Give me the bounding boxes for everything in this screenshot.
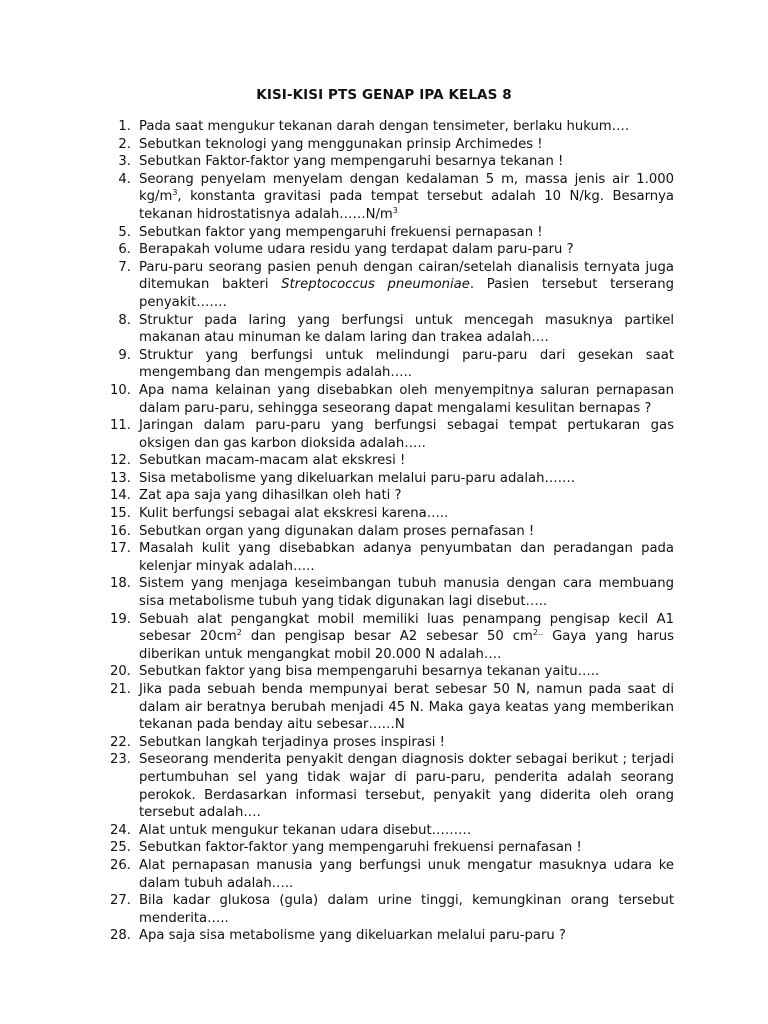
question-text: Sebutkan langkah terjadinya proses inspirasi ! xyxy=(139,734,445,750)
question-number: 19. xyxy=(110,611,131,627)
question-item xyxy=(106,751,674,821)
question-number: 22. xyxy=(110,734,131,750)
question-number: 12. xyxy=(110,453,131,469)
question-item xyxy=(106,259,674,312)
question-number: 6. xyxy=(118,242,131,258)
question-item xyxy=(106,892,674,927)
question-text: Berapakah volume udara residu yang terdapat dalam paru-paru ? xyxy=(139,242,574,258)
question-text: Struktur pada laring yang berfungsi untuk mencegah masuknya partikel makanan atau minuman ke dalam laring dan trakea adalah…. xyxy=(139,312,674,346)
document-title: KISI-KISI PTS GENAP IPA KELAS 8 xyxy=(256,87,512,103)
question-item xyxy=(106,417,674,452)
italic-term: Streptococcus pneumoniae xyxy=(281,277,470,293)
question-item xyxy=(106,681,674,734)
question-item xyxy=(106,487,674,505)
question-text: Sebutkan organ yang digunakan dalam proses pernafasan ! xyxy=(139,523,535,539)
superscript: 2.. xyxy=(532,628,544,638)
question-item xyxy=(106,523,674,541)
question-number: 24. xyxy=(110,822,131,838)
question-text: Zat apa saja yang dihasilkan oleh hati ? xyxy=(139,488,402,504)
question-item xyxy=(106,224,674,242)
question-number: 16. xyxy=(110,523,131,539)
question-text: Sebutkan Faktor-faktor yang mempengaruhi besarnya tekanan ! xyxy=(139,154,564,170)
question-number: 21. xyxy=(110,682,131,697)
question-text: Jaringan dalam paru-paru yang berfungsi sebagai tempat pertukaran gas oksigen dan gas karbon dioksida adalah….. xyxy=(139,418,674,451)
question-item xyxy=(106,470,674,488)
question-text: Apa nama kelainan yang disebabkan oleh menyempitnya saluran pernapasan dalam paru-paru, sehingga seseorang dapat mengalami kesulitan bernapas ? xyxy=(139,382,674,416)
question-text: Alat pernapasan manusia yang berfungsi unuk mengatur masuknya udara ke dalam tubuh adalah….. xyxy=(139,857,674,891)
question-text: Sebutkan teknologi yang menggunakan prinsip Archimedes ! xyxy=(139,136,543,152)
question-text: Sebutkan faktor yang bisa mempengaruhi besarnya tekanan yaitu….. xyxy=(139,664,600,680)
question-number: 11. xyxy=(110,418,131,434)
question-item xyxy=(106,822,674,840)
question-item xyxy=(106,153,674,171)
question-item xyxy=(106,857,674,892)
question-number: 18. xyxy=(110,576,131,592)
superscript: 3 xyxy=(172,188,178,198)
question-item xyxy=(106,611,674,664)
question-item xyxy=(106,382,674,417)
question-number: 10. xyxy=(110,382,131,398)
question-text: Jika pada sebuah benda mempunyai berat sebesar 50 N, namun pada saat di dalam air beratnya berubah menjadi 45 N. Maka gaya keatas yang memberikan tekanan pada benday aitu sebesar……N xyxy=(139,682,674,733)
question-text: Bila kadar glukosa (gula) dalam urine tinggi, kemungkinan orang tersebut menderita….. xyxy=(139,893,674,926)
question-item xyxy=(106,118,674,136)
question-number: 8. xyxy=(118,312,131,328)
text-segment: , konstanta gravitasi pada tempat tersebut adalah 10 N/kg. Besarnya tekanan hidrostatisnya adalah……N/m xyxy=(139,189,674,222)
question-number: 9. xyxy=(118,347,131,363)
question-text: Seseorang menderita penyakit dengan diagnosis dokter sebagai berikut ; terjadi pertumbuhan sel yang tidak wajar di paru-paru, penderita adalah seorang perokok. Berdasarkan informasi tersebut, penyakit yang diderita oleh orang tersebut adalah…. xyxy=(139,752,674,821)
question-text: Alat untuk mengukur tekanan udara disebut……… xyxy=(139,822,472,838)
question-text: Sebutkan faktor-faktor yang mempengaruhi frekuensi pernafasan ! xyxy=(139,840,582,856)
question-item xyxy=(106,312,674,347)
question-item xyxy=(106,734,674,752)
question-number: 3. xyxy=(118,154,131,170)
question-item xyxy=(106,171,674,224)
question-text xyxy=(139,259,674,312)
question-text: Sisa metabolisme yang dikeluarkan melalui paru-paru adalah……. xyxy=(139,470,576,486)
question-number: 2. xyxy=(118,136,131,152)
question-text: Sebutkan macam-macam alat ekskresi ! xyxy=(139,453,406,469)
text-segment: Gaya yang harus diberikan untuk mengangkat mobil 20.000 N adalah…. xyxy=(139,629,674,662)
question-item xyxy=(106,241,674,259)
text-segment: Sebuah alat pengangkat mobil memiliki luas penampang pengisap kecil A1 sebesar 20cm xyxy=(139,611,674,645)
question-number: 28. xyxy=(110,928,131,944)
question-number: 15. xyxy=(110,506,131,522)
text-segment: Paru-paru seorang pasien penuh dengan cairan/setelah dianalisis ternyata juga ditemukan bakteri xyxy=(139,259,674,293)
question-number: 25. xyxy=(110,840,131,856)
question-number: 4. xyxy=(118,171,131,187)
question-text: Apa saja sisa metabolisme yang dikeluarkan melalui paru-paru ? xyxy=(139,928,566,944)
question-text: Struktur yang berfungsi untuk melindungi paru-paru dari gesekan saat mengembang dan mengempis adalah….. xyxy=(139,347,674,381)
question-item xyxy=(106,452,674,470)
question-text: Sistem yang menjaga keseimbangan tubuh manusia dengan cara membuang sisa metabolisme tubuh yang tidak digunakan lagi disebut….. xyxy=(139,576,674,610)
question-item xyxy=(106,663,674,681)
question-number: 13. xyxy=(110,470,131,486)
question-number: 27. xyxy=(110,893,131,909)
question-text xyxy=(139,611,674,664)
question-text: Kulit berfungsi sebagai alat ekskresi karena….. xyxy=(139,506,449,522)
question-item xyxy=(106,575,674,610)
question-number: 14. xyxy=(110,488,131,504)
question-text: Pada saat mengukur tekanan darah dengan tensimeter, berlaku hukum…. xyxy=(139,119,630,134)
question-item xyxy=(106,136,674,154)
question-item xyxy=(106,839,674,857)
question-text xyxy=(139,171,674,224)
question-number: 20. xyxy=(110,664,131,680)
question-text: Masalah kulit yang disebabkan adanya penyumbatan dan peradangan pada kelenjar minyak adalah….. xyxy=(139,541,674,574)
text-segment: dan pengisap besar A2 sebesar 50 cm xyxy=(241,629,533,645)
text-segment: . Pasien tersebut terserang penyakit……. xyxy=(139,277,674,310)
question-text: Sebutkan faktor yang mempengaruhi frekuensi pernapasan ! xyxy=(139,224,543,240)
text-segment: Seorang penyelam menyelam dengan kedalaman 5 m, massa jenis air 1.000 kg/m xyxy=(139,171,674,205)
question-list xyxy=(106,118,674,945)
question-item xyxy=(106,540,674,575)
question-number: 17. xyxy=(110,541,131,557)
superscript: 2 xyxy=(236,628,242,638)
question-number: 23. xyxy=(110,752,131,768)
question-number: 7. xyxy=(118,259,131,275)
question-item xyxy=(106,505,674,523)
question-item xyxy=(106,927,674,945)
question-number: 5. xyxy=(118,224,131,240)
question-number: 26. xyxy=(110,857,131,873)
question-number: 1. xyxy=(118,119,131,134)
question-item xyxy=(106,347,674,382)
superscript: 3 xyxy=(392,205,398,215)
